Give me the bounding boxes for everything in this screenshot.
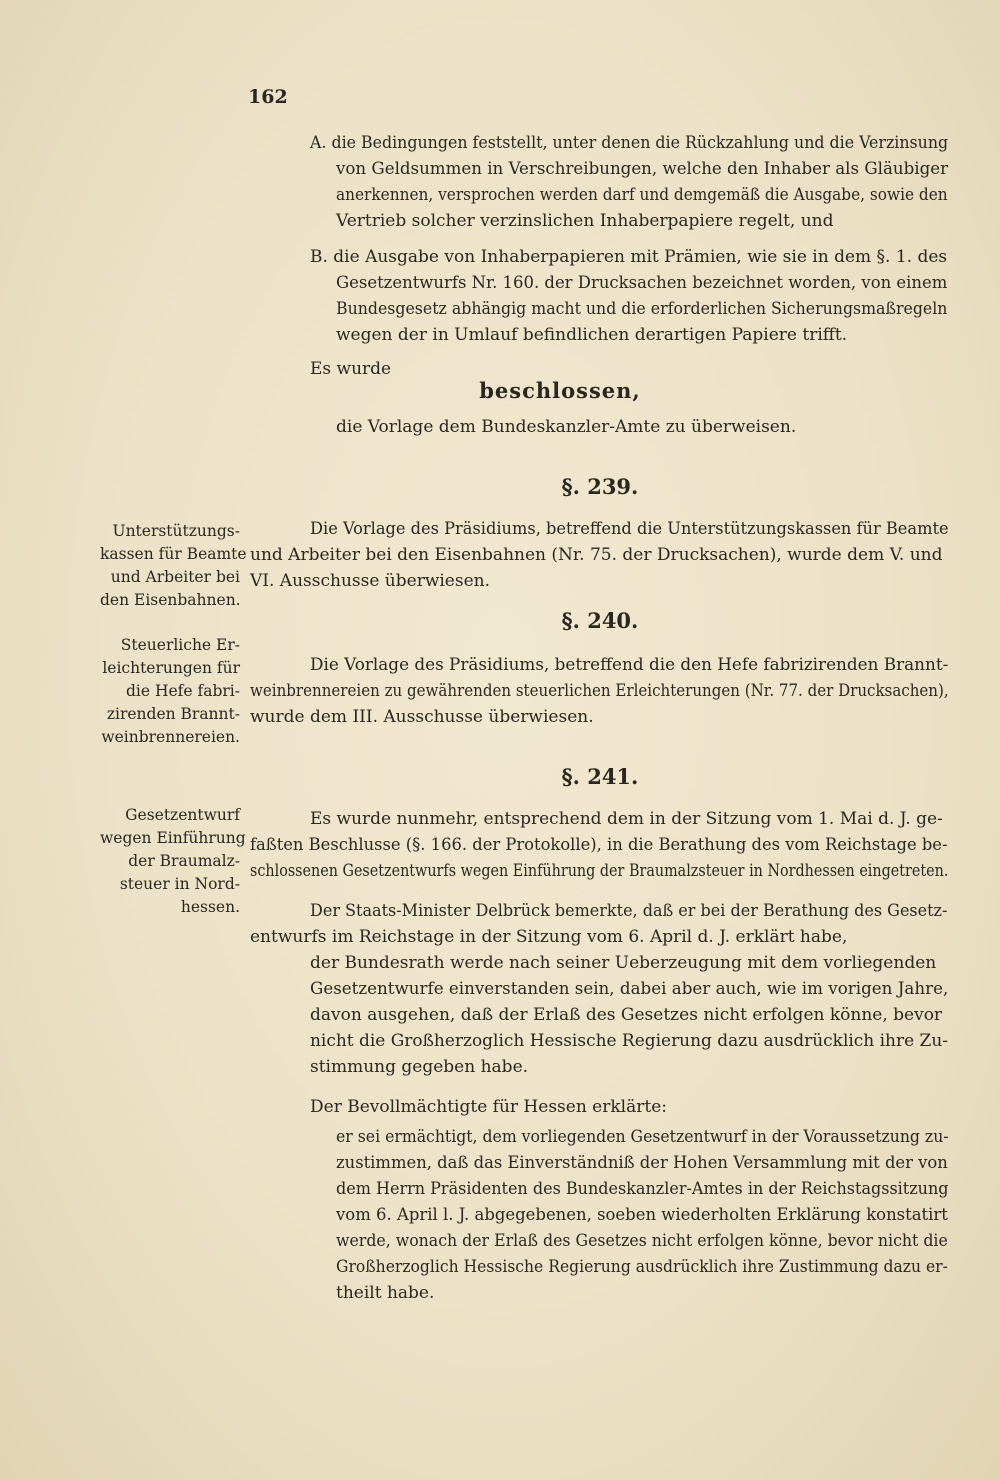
- sec241-p1-line-2: faßten Beschlusse (§. 166. der Protokolle), in die Berathung des vom Reichstage be-: [250, 835, 948, 855]
- margin-note-241: [100, 804, 246, 919]
- vorlage-line: die Vorlage dem Bundeskanzler-Amte zu überweisen.: [336, 417, 797, 437]
- margin-note-line: und Arbeiter bei: [110, 568, 240, 586]
- item-b-line-4: wegen der in Umlauf befindlichen derartigen Papiere trifft.: [336, 325, 848, 345]
- sec241-q1-line-1: der Bundesrath werde nach seiner Ueberzeugung mit dem vorliegenden: [310, 953, 937, 973]
- margin-note-line: leichterungen für: [102, 659, 240, 677]
- margin-note-240: [100, 634, 240, 749]
- item-a-line-4: Vertrieb solcher verzinslichen Inhaberpapiere regelt, und: [336, 211, 834, 231]
- margin-note-line: steuer in Nord-: [119, 875, 240, 893]
- sec239-line-2: und Arbeiter bei den Eisenbahnen (Nr. 75. der Drucksachen), wurde dem V. und: [250, 545, 943, 565]
- sec239-line-3: VI. Ausschusse überwiesen.: [250, 571, 491, 591]
- sec241-q1-line-4: nicht die Großherzoglich Hessische Regierung dazu ausdrücklich ihre Zu-: [310, 1031, 948, 1051]
- sec241-q2-line-3: dem Herrn Präsidenten des Bundeskanzler-Amtes in der Reichstagssitzung: [336, 1179, 949, 1199]
- sec241-p3: Der Bevollmächtigte für Hessen erklärte:: [310, 1097, 667, 1117]
- sec241-q2-line-1: er sei ermächtigt, dem vorliegenden Gesetzentwurf in der Voraussetzung zu-: [336, 1127, 949, 1147]
- item-a-line-3: anerkennen, versprochen werden darf und demgemäß die Ausgabe, sowie den: [336, 185, 948, 205]
- section-240-title: §. 240.: [561, 608, 639, 633]
- sec241-q2-line-7: theilt habe.: [336, 1283, 435, 1303]
- margin-note-line: der Braumalz-: [128, 852, 240, 870]
- margin-note-239: [100, 520, 247, 612]
- sec241-p2-line-2: entwurfs im Reichstage in der Sitzung vom 6. April d. J. erklärt habe,: [250, 927, 848, 947]
- sec239-line-1: Die Vorlage des Präsidiums, betreffend die Unterstützungskassen für Beamte: [310, 519, 949, 539]
- page-number: 162: [248, 86, 288, 108]
- section-241-title: §. 241.: [561, 764, 639, 789]
- sec240-line-3: wurde dem III. Ausschusse überwiesen.: [250, 707, 594, 727]
- sec241-p1-line-1: Es wurde nunmehr, entsprechend dem in der Sitzung vom 1. Mai d. J. ge-: [310, 809, 943, 829]
- margin-note-line: wegen Einführung: [100, 829, 246, 847]
- sec240-line-1: Die Vorlage des Präsidiums, betreffend die den Hefe fabrizirenden Brannt-: [310, 655, 949, 675]
- sec241-q2-line-2: zustimmen, daß das Einverständniß der Hohen Versammlung mit der von: [336, 1153, 948, 1173]
- sec241-q2-line-6: Großherzoglich Hessische Regierung ausdrücklich ihre Zustimmung dazu er-: [336, 1257, 948, 1277]
- sec241-q1-line-2: Gesetzentwurfe einverstanden sein, dabei aber auch, wie im vorigen Jahre,: [310, 979, 949, 999]
- sec241-p2-line-1: Der Staats-Minister Delbrück bemerkte, daß er bei der Berathung des Gesetz-: [310, 901, 948, 921]
- margin-note-line: den Eisenbahnen.: [100, 591, 241, 609]
- sec241-q1-line-5: stimmung gegeben habe.: [310, 1057, 529, 1077]
- es-wurde: Es wurde: [310, 359, 392, 379]
- margin-note-line: weinbrennereien.: [101, 728, 240, 746]
- beschlossen-heading: beschlossen,: [479, 378, 641, 403]
- margin-note-line: kassen für Beamte: [100, 545, 247, 563]
- sec241-q1-line-3: davon ausgehen, daß der Erlaß des Gesetzes nicht erfolgen könne, bevor: [310, 1005, 943, 1025]
- sec241-p1-line-3: schlossenen Gesetzentwurfs wegen Einführung der Braumalzsteuer in Nordhessen eingetreten.: [250, 861, 949, 881]
- margin-note-line: Unterstützungs-: [112, 522, 240, 540]
- margin-note-line: Gesetzentwurf: [125, 806, 240, 824]
- sec241-q2-line-5: werde, wonach der Erlaß des Gesetzes nicht erfolgen könne, bevor nicht die: [336, 1231, 948, 1251]
- margin-note-line: die Hefe fabri-: [125, 682, 240, 700]
- item-a-line-2: von Geldsummen in Verschreibungen, welche den Inhaber als Gläubiger: [336, 159, 949, 179]
- margin-note-line: hessen.: [180, 898, 240, 916]
- sec241-q2-line-4: vom 6. April l. J. abgegebenen, soeben wiederholten Erklärung konstatirt: [336, 1205, 948, 1225]
- item-b-line-3: Bundesgesetz abhängig macht und die erforderlichen Sicherungsmaßregeln: [336, 299, 948, 319]
- item-b-line-2: Gesetzentwurfs Nr. 160. der Drucksachen bezeichnet worden, von einem: [336, 273, 948, 293]
- sec240-line-2: weinbrennereien zu gewährenden steuerlichen Erleichterungen (Nr. 77. der Drucksachen),: [250, 681, 949, 701]
- item-b-line-1: B. die Ausgabe von Inhaberpapieren mit Prämien, wie sie in dem §. 1. des: [310, 247, 948, 267]
- margin-note-line: Steuerliche Er-: [120, 636, 240, 654]
- section-239-title: §. 239.: [561, 474, 639, 499]
- margin-note-line: zirenden Brannt-: [106, 705, 240, 723]
- item-a-line-1: A. die Bedingungen feststellt, unter denen die Rückzahlung und die Verzinsung: [310, 133, 949, 153]
